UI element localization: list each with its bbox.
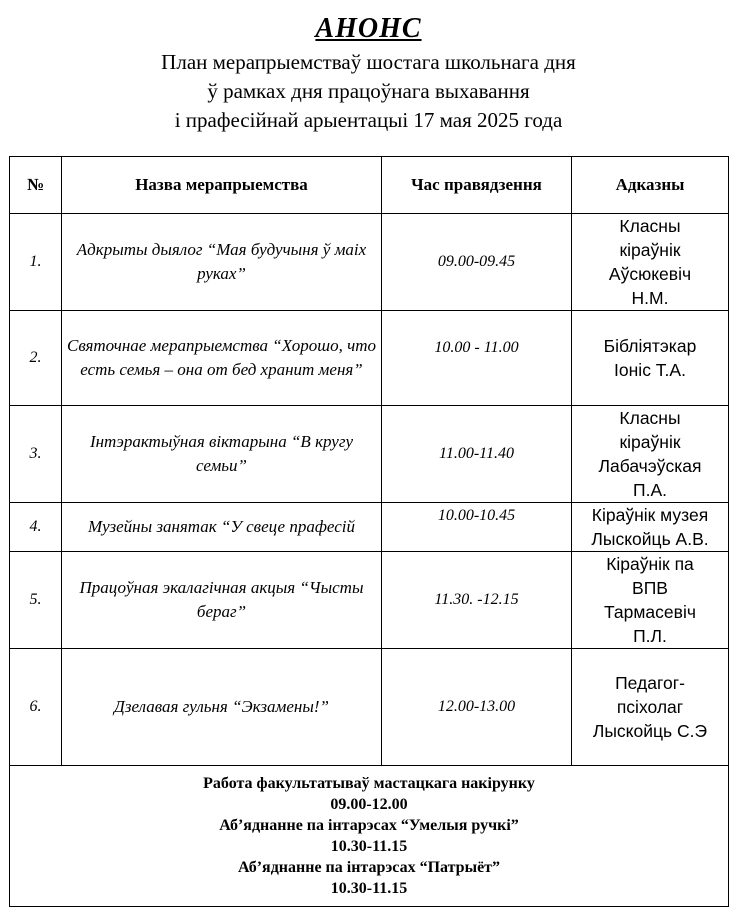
event-name: Святочнае мерапрыемства “Хорошо, что есть семья – она от бед хранит меня” <box>62 311 382 406</box>
table-row <box>10 311 729 406</box>
table-row <box>10 503 729 552</box>
extra-activities <box>10 766 729 907</box>
column-header-number: № <box>10 157 62 214</box>
table-row <box>10 649 729 766</box>
responsible-line: П.Л. <box>633 626 667 646</box>
responsible-line: Іоніс Т.А. <box>614 360 686 380</box>
event-time: 11.30. -12.15 <box>382 552 572 649</box>
header <box>0 10 737 135</box>
table-row <box>10 406 729 503</box>
responsible-line: Лабачэўская <box>598 456 702 476</box>
subtitle-line-1: План мерапрыемстваў шостага школьнага дня <box>161 50 576 74</box>
table-footer-row <box>10 766 729 907</box>
subtitle-line-3: і прафесійнай арыентацыі 17 мая 2025 года <box>174 108 563 132</box>
responsible-line: Тармасевіч <box>604 602 696 622</box>
event-time: 10.00-10.45 <box>382 503 572 552</box>
row-number: 4. <box>10 503 62 552</box>
footer-line: Работа факультатываў мастацкага накірунку <box>203 775 535 792</box>
event-time: 12.00-13.00 <box>382 649 572 766</box>
table-header-row <box>10 157 729 214</box>
footer-line: 10.30-11.15 <box>330 838 408 855</box>
responsible-line: псіхолаг <box>616 697 684 717</box>
event-responsible <box>572 503 729 552</box>
event-responsible <box>572 649 729 766</box>
event-name: Музейны занятак “У свеце прафесій <box>62 503 382 552</box>
event-time: 10.00 - 11.00 <box>382 311 572 406</box>
column-header-time: Час правядзення <box>382 157 572 214</box>
event-time: 09.00-09.45 <box>382 214 572 311</box>
row-number: 5. <box>10 552 62 649</box>
table-row <box>10 214 729 311</box>
event-name: Інтэрактыўная віктарына “В кругу семьи” <box>62 406 382 503</box>
event-name: Адкрыты дыялог “Мая будучыня ў маіх руках” <box>62 214 382 311</box>
responsible-line: Класны <box>619 216 681 236</box>
row-number: 6. <box>10 649 62 766</box>
event-responsible <box>572 214 729 311</box>
row-number: 1. <box>10 214 62 311</box>
page-title: АНОНС <box>315 13 422 44</box>
column-header-event: Назва мерапрыемства <box>62 157 382 214</box>
responsible-line: кіраўнік <box>619 432 681 452</box>
responsible-line: Класны <box>619 408 681 428</box>
column-header-responsible: Адказны <box>572 157 729 214</box>
responsible-line: кіраўнік <box>619 240 681 260</box>
responsible-line: Н.М. <box>631 288 669 308</box>
footer-line: 10.30-11.15 <box>330 880 408 897</box>
row-number: 3. <box>10 406 62 503</box>
event-name: Дзелавая гульня “Экзамены!” <box>62 649 382 766</box>
event-name: Працоўная экалагічная акцыя “Чысты бераг” <box>62 552 382 649</box>
responsible-line: Лыскойць А.В. <box>591 529 709 549</box>
subtitle-line-2: ў рамках дня працоўнага выхавання <box>207 79 530 103</box>
responsible-line: Аўсюкевіч <box>608 264 692 284</box>
event-time: 11.00-11.40 <box>382 406 572 503</box>
event-responsible <box>572 406 729 503</box>
responsible-line: Лыскойць С.Э <box>592 721 708 741</box>
responsible-line: ВПВ <box>632 578 668 598</box>
responsible-line: Кіраўнік музея <box>591 505 709 525</box>
responsible-line: Бібліятэкар <box>603 336 697 356</box>
event-responsible <box>572 552 729 649</box>
responsible-line: Педагог- <box>615 673 685 693</box>
table-row <box>10 552 729 649</box>
responsible-line: П.А. <box>633 480 667 500</box>
row-number: 2. <box>10 311 62 406</box>
footer-line: Аб’яднанне па інтарэсах “Умелыя ручкі” <box>219 817 519 834</box>
responsible-line: Кіраўнік па <box>606 554 694 574</box>
schedule-table <box>9 156 729 907</box>
footer-line: 09.00-12.00 <box>330 796 408 813</box>
event-responsible <box>572 311 729 406</box>
footer-line: Аб’яднанне па інтарэсах “Патрыёт” <box>237 859 501 876</box>
